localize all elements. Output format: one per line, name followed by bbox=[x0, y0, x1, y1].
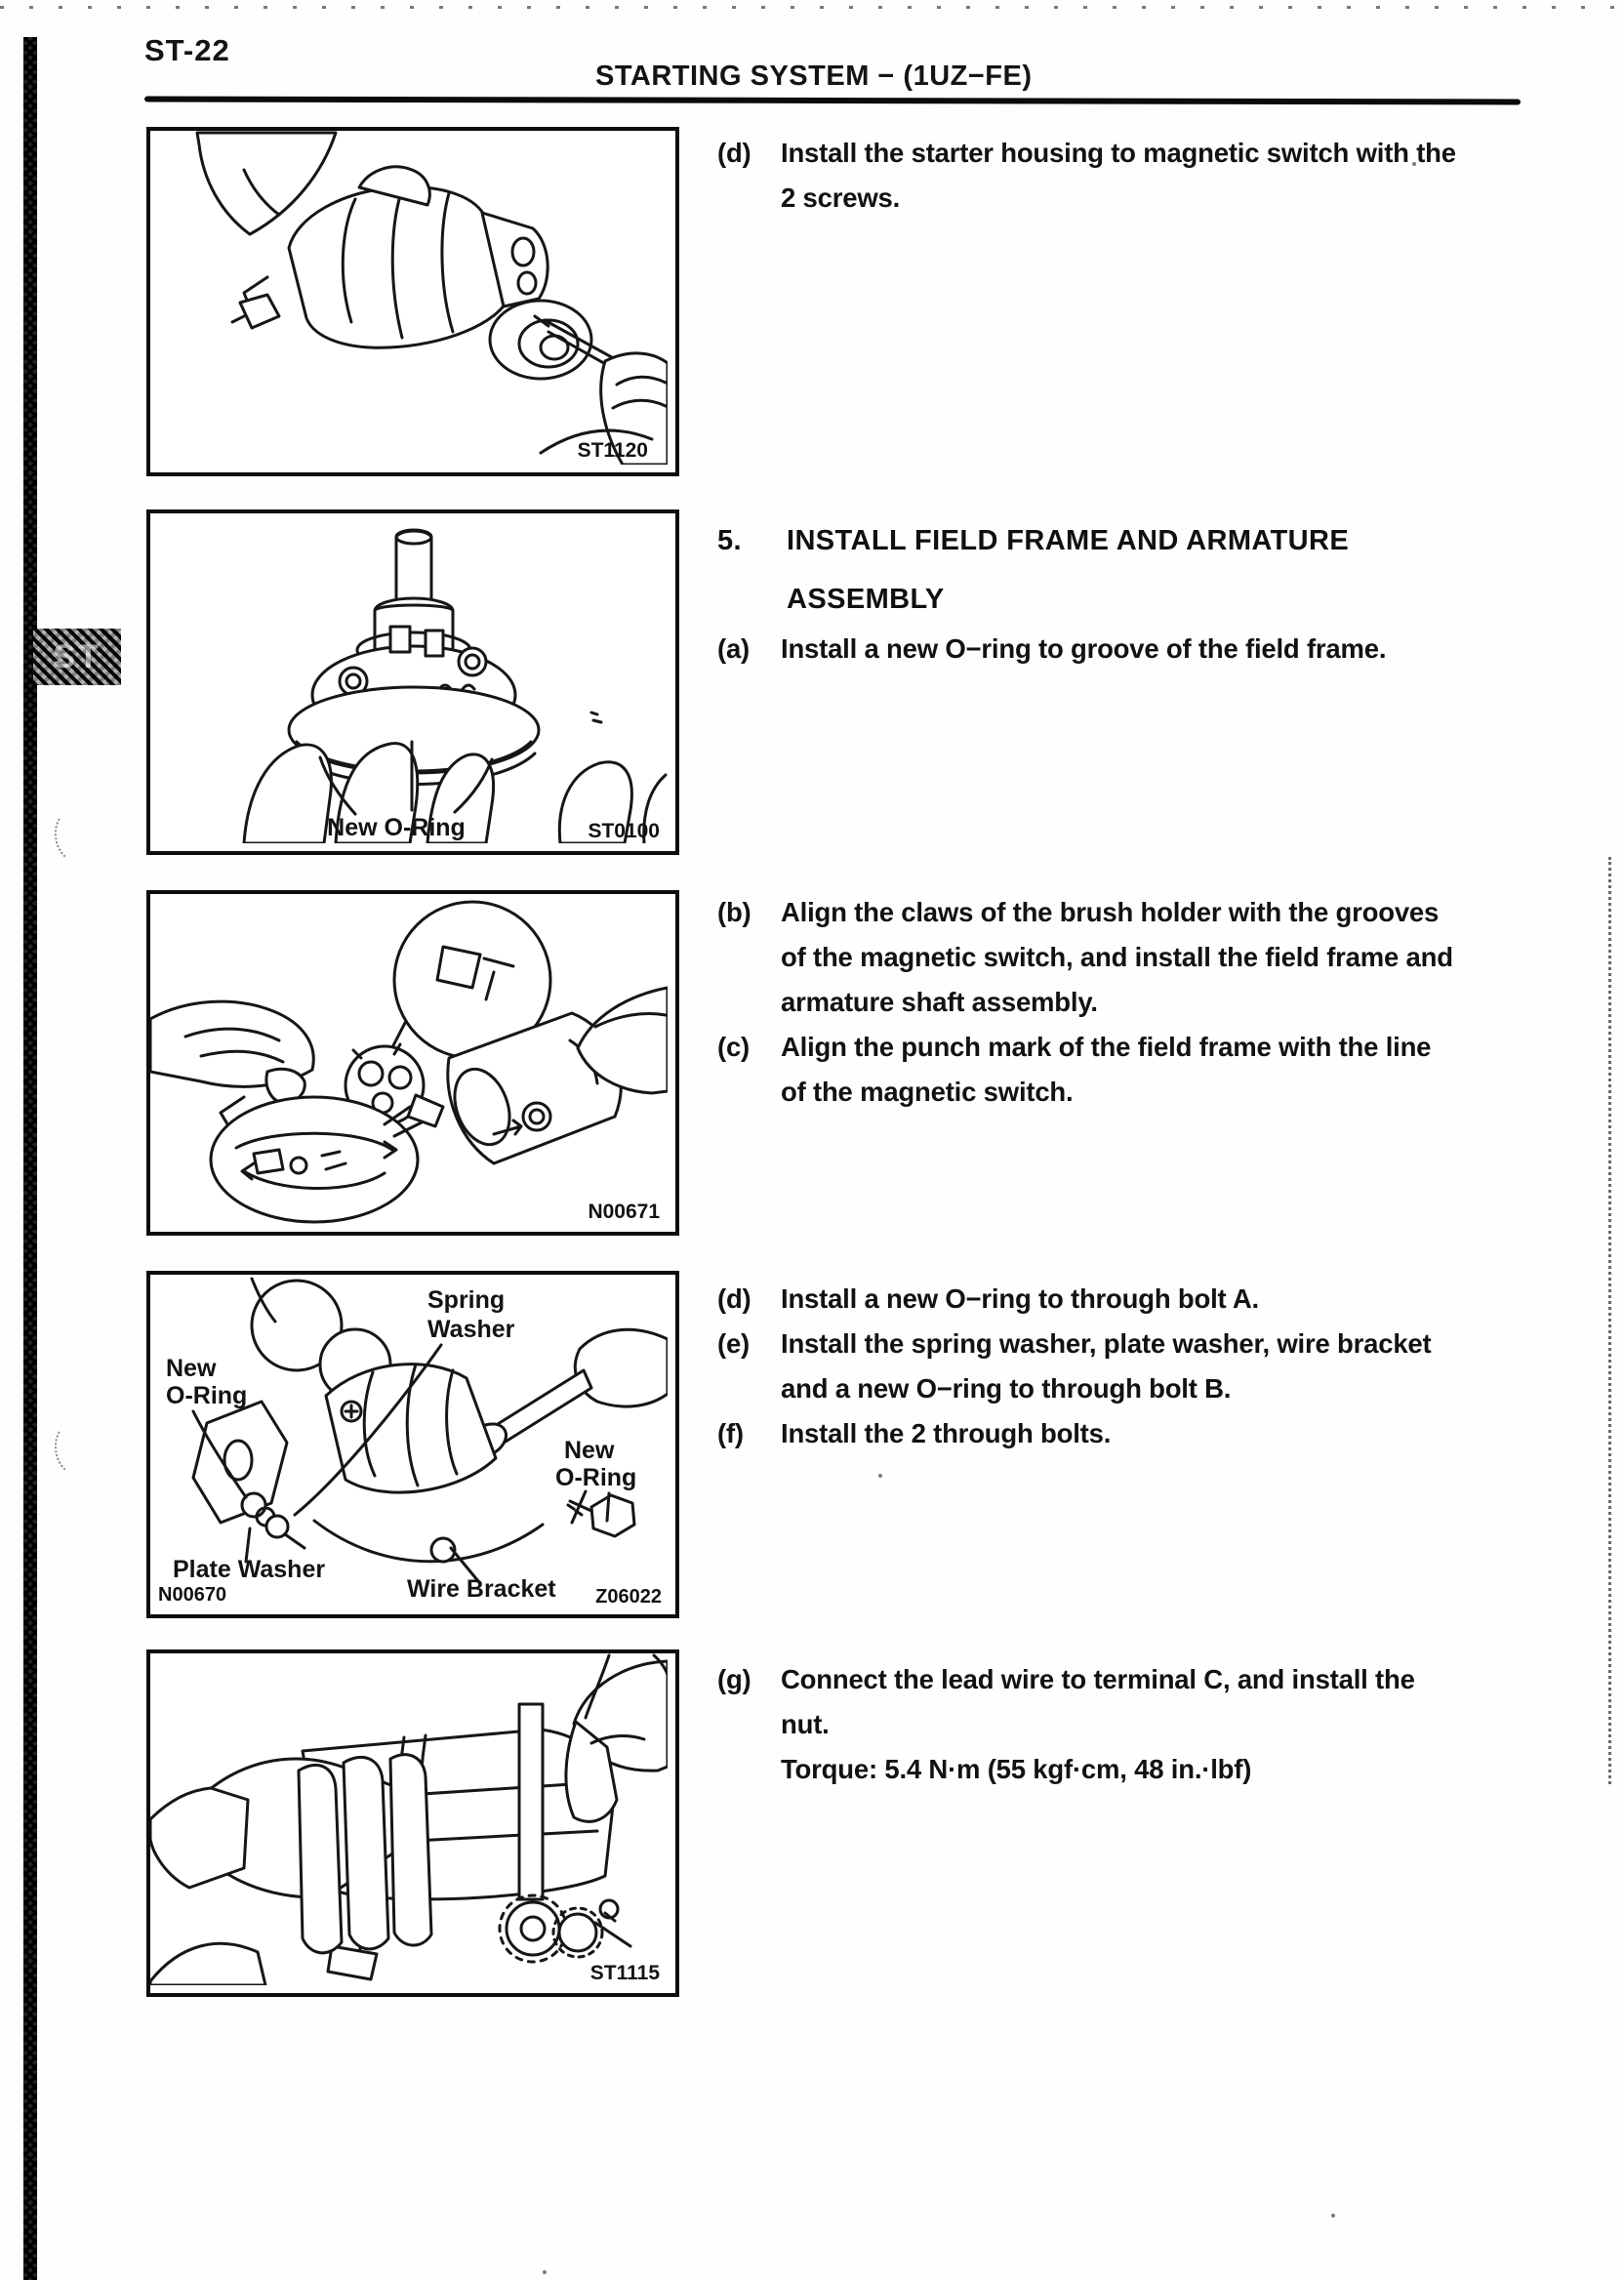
step-text-line: of the magnetic switch. bbox=[781, 1077, 1074, 1107]
step-f-through-bolts bbox=[717, 1411, 1111, 1456]
figure-new-oring-field-frame bbox=[146, 509, 679, 855]
step-text-line: 2 screws. bbox=[781, 183, 901, 213]
step-marker: (c) bbox=[717, 1032, 751, 1062]
step-b-align-claws bbox=[717, 890, 1453, 1025]
label-wire-bracket: Wire Bracket bbox=[407, 1575, 556, 1603]
scan-dotted-right-edge bbox=[1608, 857, 1611, 1784]
figure-code-right: Z06022 bbox=[595, 1586, 662, 1607]
section-tab-label: ST bbox=[53, 637, 102, 675]
label-new-oring-left-2: O-Ring bbox=[166, 1382, 248, 1409]
step-text-line: Install the 2 through bolts. bbox=[781, 1418, 1112, 1448]
figure-5-illustration bbox=[150, 1653, 668, 1985]
step-marker: (a) bbox=[717, 633, 751, 664]
figure-4-illustration bbox=[150, 1275, 668, 1607]
scan-dotted-top-edge bbox=[0, 6, 1624, 9]
scan-speck bbox=[543, 2270, 547, 2274]
figure-1-illustration bbox=[150, 131, 668, 465]
page-title: STARTING SYSTEM − (1UZ−FE) bbox=[595, 61, 1033, 92]
figure-label-new-oring: New O-Ring bbox=[327, 814, 466, 841]
step-marker: (d) bbox=[717, 1283, 751, 1314]
step-marker: (f) bbox=[717, 1418, 744, 1448]
step-text-line: Install a new O−ring to through bolt A. bbox=[781, 1283, 1259, 1314]
step-text-line: Align the punch mark of the field frame with the line bbox=[781, 1032, 1432, 1062]
step-d-housing bbox=[717, 131, 1456, 221]
step-g-lead-wire bbox=[717, 1657, 1415, 1792]
scan-artifact-curve bbox=[51, 1418, 101, 1479]
figure-through-bolts bbox=[146, 1271, 679, 1618]
figure-code: ST0100 bbox=[588, 820, 660, 842]
step-text-line: of the magnetic switch, and install the field frame and bbox=[781, 942, 1453, 972]
label-plate-washer: Plate Washer bbox=[173, 1556, 326, 1583]
header-rule bbox=[144, 97, 1521, 105]
step-text-line: Align the claws of the brush holder with the grooves bbox=[781, 897, 1440, 927]
label-new-oring-left-1: New bbox=[166, 1355, 217, 1382]
torque-spec: Torque: 5.4 N·m (55 kgf·cm, 48 in.·lbf) bbox=[781, 1754, 1252, 1784]
section-tab-badge bbox=[33, 629, 121, 685]
figure-starter-housing-screws bbox=[146, 127, 679, 476]
figure-lead-wire-terminal bbox=[146, 1649, 679, 1997]
section-number: 5. bbox=[717, 525, 742, 556]
label-new-oring-right-1: New bbox=[564, 1437, 615, 1464]
step-text-line: Connect the lead wire to terminal C, and install the bbox=[781, 1664, 1415, 1694]
scan-speck bbox=[878, 1474, 882, 1478]
figure-align-field-frame bbox=[146, 890, 679, 1236]
figure-code: ST1115 bbox=[589, 1962, 660, 1984]
binding-chain-strip bbox=[23, 37, 37, 2280]
step-marker: (g) bbox=[717, 1664, 751, 1694]
figure-3-illustration bbox=[150, 894, 668, 1224]
step-text-line: armature shaft assembly. bbox=[781, 987, 1098, 1017]
step-a-oring bbox=[717, 627, 1386, 672]
step-marker: (b) bbox=[717, 897, 751, 927]
step-d-bolt-a bbox=[717, 1277, 1259, 1322]
figure-code: N00671 bbox=[588, 1201, 660, 1223]
label-spring-washer-1: Spring bbox=[427, 1286, 506, 1314]
step-marker: (d) bbox=[717, 138, 751, 168]
page-code: ST-22 bbox=[144, 33, 230, 67]
figure-code: ST1120 bbox=[577, 439, 648, 462]
section-5-heading bbox=[717, 511, 1349, 629]
step-marker: (e) bbox=[717, 1328, 751, 1359]
scan-speck bbox=[1331, 2214, 1335, 2218]
step-text-line: nut. bbox=[781, 1709, 830, 1739]
section-title-line: ASSEMBLY bbox=[787, 584, 945, 615]
scan-artifact-curve bbox=[51, 805, 101, 866]
figure-2-illustration bbox=[150, 513, 668, 843]
label-new-oring-right-2: O-Ring bbox=[555, 1464, 637, 1491]
step-text-line: Install the starter housing to magnetic switch with the bbox=[781, 138, 1456, 168]
figure-code-left: N00670 bbox=[158, 1584, 227, 1606]
step-text-line: Install the spring washer, plate washer, wire bracket bbox=[781, 1328, 1432, 1359]
step-text-line: Install a new O−ring to groove of the field frame. bbox=[781, 633, 1387, 664]
section-title-line: INSTALL FIELD FRAME AND ARMATURE bbox=[787, 525, 1350, 556]
step-c-punch-mark bbox=[717, 1025, 1431, 1115]
step-text-line: and a new O−ring to through bolt B. bbox=[781, 1373, 1232, 1404]
label-spring-washer-2: Washer bbox=[427, 1316, 515, 1343]
step-e-washers bbox=[717, 1322, 1431, 1411]
